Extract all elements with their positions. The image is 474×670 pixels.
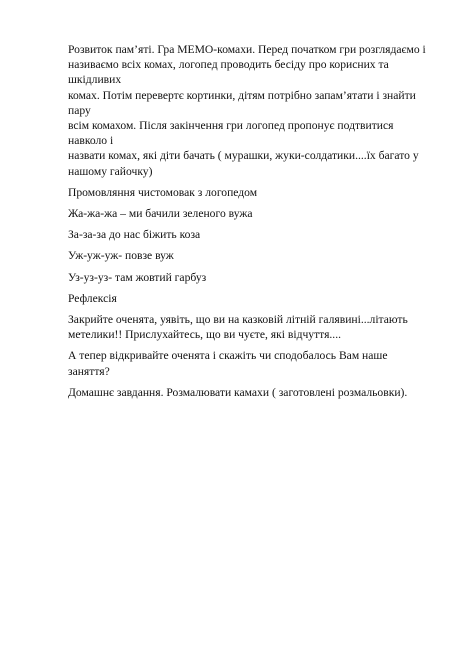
paragraph-open-eyes: А тепер відкривайте оченята і скажіть чи сподобалось Вам наше заняття? <box>68 349 388 378</box>
document-body <box>68 42 430 406</box>
paragraph-close-eyes: Закрийте оченята, уявіть, що ви на казковій літній галявині...літають метелики!! Прислухайтесь, що ви чуєте, які відчуття.... <box>68 313 408 342</box>
paragraph-reflection-heading: Рефлексія <box>68 291 117 305</box>
paragraph-tongue-twister-1: Жа-жа-жа – ми бачили зеленого вужа <box>68 207 253 221</box>
paragraph-tongue-twister-4: Уз-уз-уз- там жовтий гарбуз <box>68 270 207 284</box>
paragraph-memo-game: Розвиток пам’яті. Гра МЕМО-комахи. Перед початком гри розглядаємо і називаємо всіх комах, логопед проводить бесіду про корисних та шкідливих комах. Потім перевертє кортинки, дітям потрібно запам’ятати і знайти пару всім комахом. Після закінчення гри логопед пропонує подтвитися навколо і назвати комах, які діти бачать ( мурашки, жуки-солдатики....їх багато у нашому гайочку) <box>68 43 426 178</box>
paragraph-tongue-twisters-heading: Промовляння чистомовак з логопедом <box>68 185 258 199</box>
paragraph-tongue-twister-3: Уж-уж-уж- повзе вуж <box>68 249 174 263</box>
paragraph-tongue-twister-2: За-за-за до нас біжить коза <box>68 228 201 242</box>
paragraph-homework: Домашнє завдання. Розмалювати камахи ( заготовлені розмальовки). <box>68 385 408 399</box>
